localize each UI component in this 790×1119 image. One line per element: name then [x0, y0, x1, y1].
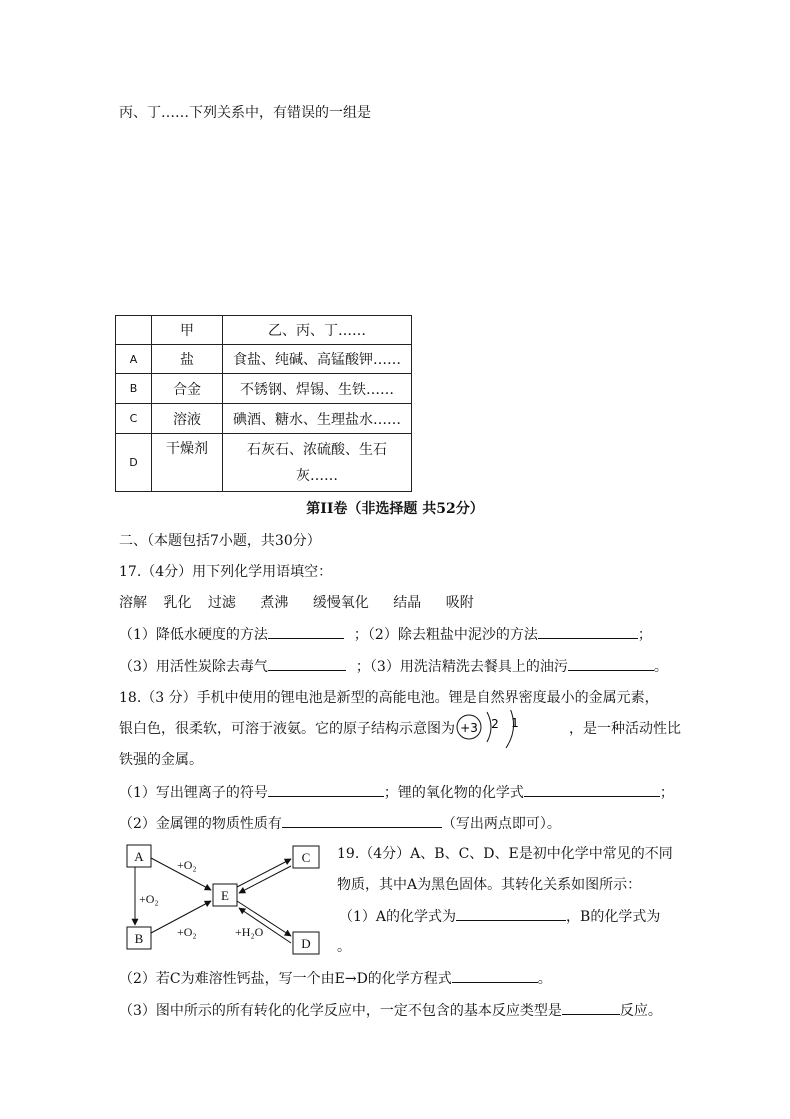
table-header-yi: 乙、丙、丁…… — [223, 316, 412, 345]
answer-blank[interactable] — [524, 782, 660, 797]
question-text: （2）若C为难溶性钙盐，写一个由E→D的化学方程式 — [119, 971, 452, 987]
table-cell: 合金 — [152, 374, 223, 404]
question-text: ；锂的氧化物的化学式 — [383, 785, 524, 801]
table-cell: 干燥剂 — [152, 434, 223, 492]
atom-shell-2-count: 1 — [511, 716, 519, 730]
question-text: 反应。 — [619, 1003, 662, 1019]
table-cell: 不锈钢、焊锡、生铁…… — [223, 374, 412, 404]
word-bank-item: 乳化 — [163, 595, 192, 611]
table-cell: 食盐、纯碱、高锰酸钾…… — [223, 345, 412, 374]
question-17-stem: 17.（4分）用下列化学用语填空： — [119, 564, 333, 580]
table-row — [116, 434, 412, 492]
options-table — [115, 315, 412, 492]
answer-blank[interactable] — [268, 656, 346, 671]
cell-text-line: 灰…… — [296, 467, 338, 484]
question-text: ；（3）用洗洁精洗去餐具上的油污 — [355, 659, 568, 675]
table-cell: 溶液 — [152, 404, 223, 434]
atom-nucleus-label: +3 — [460, 721, 478, 735]
table-cell: 盐 — [152, 345, 223, 374]
node-d-label: D — [301, 936, 311, 951]
lithium-atom-diagram — [456, 710, 526, 750]
table-row — [116, 345, 412, 374]
question-19-line-3 — [339, 906, 660, 927]
answer-blank[interactable] — [456, 906, 566, 921]
word-bank-item: 煮沸 — [260, 595, 289, 611]
question-text: 。 — [653, 659, 668, 675]
conversion-diagram — [125, 843, 325, 958]
question-text: ； — [659, 785, 674, 801]
question-text: （2）金属锂的物质性质有 — [119, 816, 282, 832]
answer-blank[interactable] — [268, 782, 384, 797]
question-18-line-1: 18.（3 分）手机中使用的锂电池是新型的高能电池。锂是自然界密度最小的金属元素， — [119, 690, 659, 706]
table-cell — [223, 434, 412, 492]
part-header: 二、（本题包括7小题，共30分） — [119, 533, 321, 549]
answer-blank[interactable] — [282, 813, 442, 828]
node-c-label: C — [301, 850, 311, 865]
arrow-c-to-e — [239, 866, 291, 893]
word-bank-item: 溶解 — [119, 595, 147, 611]
question-18-sub-1 — [119, 782, 674, 803]
question-text: （1）降低水硬度的方法 — [119, 627, 268, 643]
table-cell: 碘酒、糖水、生理盐水…… — [223, 404, 412, 434]
atom-shell-1-count: 2 — [491, 717, 499, 731]
node-e-label: E — [221, 888, 229, 903]
table-row — [116, 374, 412, 404]
question-text: ； — [637, 627, 652, 643]
question-16-intro: 丙、丁……下列关系中，有错误的一组是 — [119, 105, 371, 121]
question-19-line-1: 19.（4分）A、B、C、D、E是初中化学中常见的不同 — [337, 846, 673, 862]
question-text: ；（2）除去粗盐中泥沙的方法 — [353, 627, 538, 643]
answer-blank[interactable] — [568, 656, 654, 671]
option-letter: B — [116, 374, 152, 404]
word-bank — [119, 593, 474, 613]
question-19-sub-3 — [119, 1000, 662, 1021]
option-letter: D — [116, 434, 152, 492]
question-text: （1）写出锂离子的符号 — [119, 785, 268, 801]
option-letter: C — [116, 404, 152, 434]
arrow-a-b-label: +O₂ — [139, 892, 159, 906]
table-row — [116, 404, 412, 434]
question-19-line-2: 物质，其中A为黑色固体。其转化关系如图所示： — [337, 877, 642, 893]
answer-blank[interactable] — [538, 624, 638, 639]
answer-blank[interactable] — [268, 624, 344, 639]
cell-text-line: 石灰石、浓硫酸、生石 — [247, 441, 387, 458]
arrow-e-to-c — [237, 859, 291, 887]
table-cell — [116, 316, 152, 345]
question-text: （3）图中所示的所有转化的化学反应中，一定不包含的基本反应类型是 — [119, 1003, 562, 1019]
answer-blank[interactable] — [562, 1000, 620, 1015]
question-19-line-4: 。 — [337, 939, 351, 955]
word-bank-item: 结晶 — [393, 595, 422, 611]
question-text: （3）用活性炭除去毒气 — [119, 659, 268, 675]
arrow-e-d-label: +H₂O — [235, 925, 264, 939]
question-text: （1）A的化学式为 — [339, 909, 457, 925]
table-header-jia: 甲 — [152, 316, 223, 345]
question-text: 银白色，很柔软，可溶于液氨。它的原子结构示意图为 — [119, 721, 455, 737]
arrow-b-e-label: +O₂ — [177, 925, 197, 939]
section-title: 第II卷（非选择题 共52分） — [306, 501, 484, 517]
node-a-label: A — [134, 849, 144, 864]
word-bank-item: 吸附 — [445, 595, 474, 611]
answer-blank[interactable] — [452, 968, 538, 983]
question-17-line-2 — [119, 656, 668, 677]
question-19-sub-2 — [119, 968, 552, 989]
question-17-line-1 — [119, 624, 652, 645]
question-text: 。 — [537, 971, 552, 987]
question-text: （写出两点即可）。 — [441, 816, 561, 832]
question-18-sub-2 — [119, 813, 561, 834]
table-header-row — [116, 316, 412, 345]
word-bank-item: 过滤 — [207, 595, 236, 611]
question-text: ，B的化学式为 — [566, 909, 661, 925]
node-b-label: B — [134, 931, 144, 946]
question-18-line-3: 铁强的金属。 — [119, 752, 203, 768]
question-18-line-2 — [119, 719, 681, 739]
question-text: ，是一种活动性比 — [569, 721, 681, 737]
arrow-a-e-label: +O₂ — [177, 858, 197, 872]
word-bank-item: 缓慢氧化 — [312, 595, 369, 611]
option-letter: A — [116, 345, 152, 374]
